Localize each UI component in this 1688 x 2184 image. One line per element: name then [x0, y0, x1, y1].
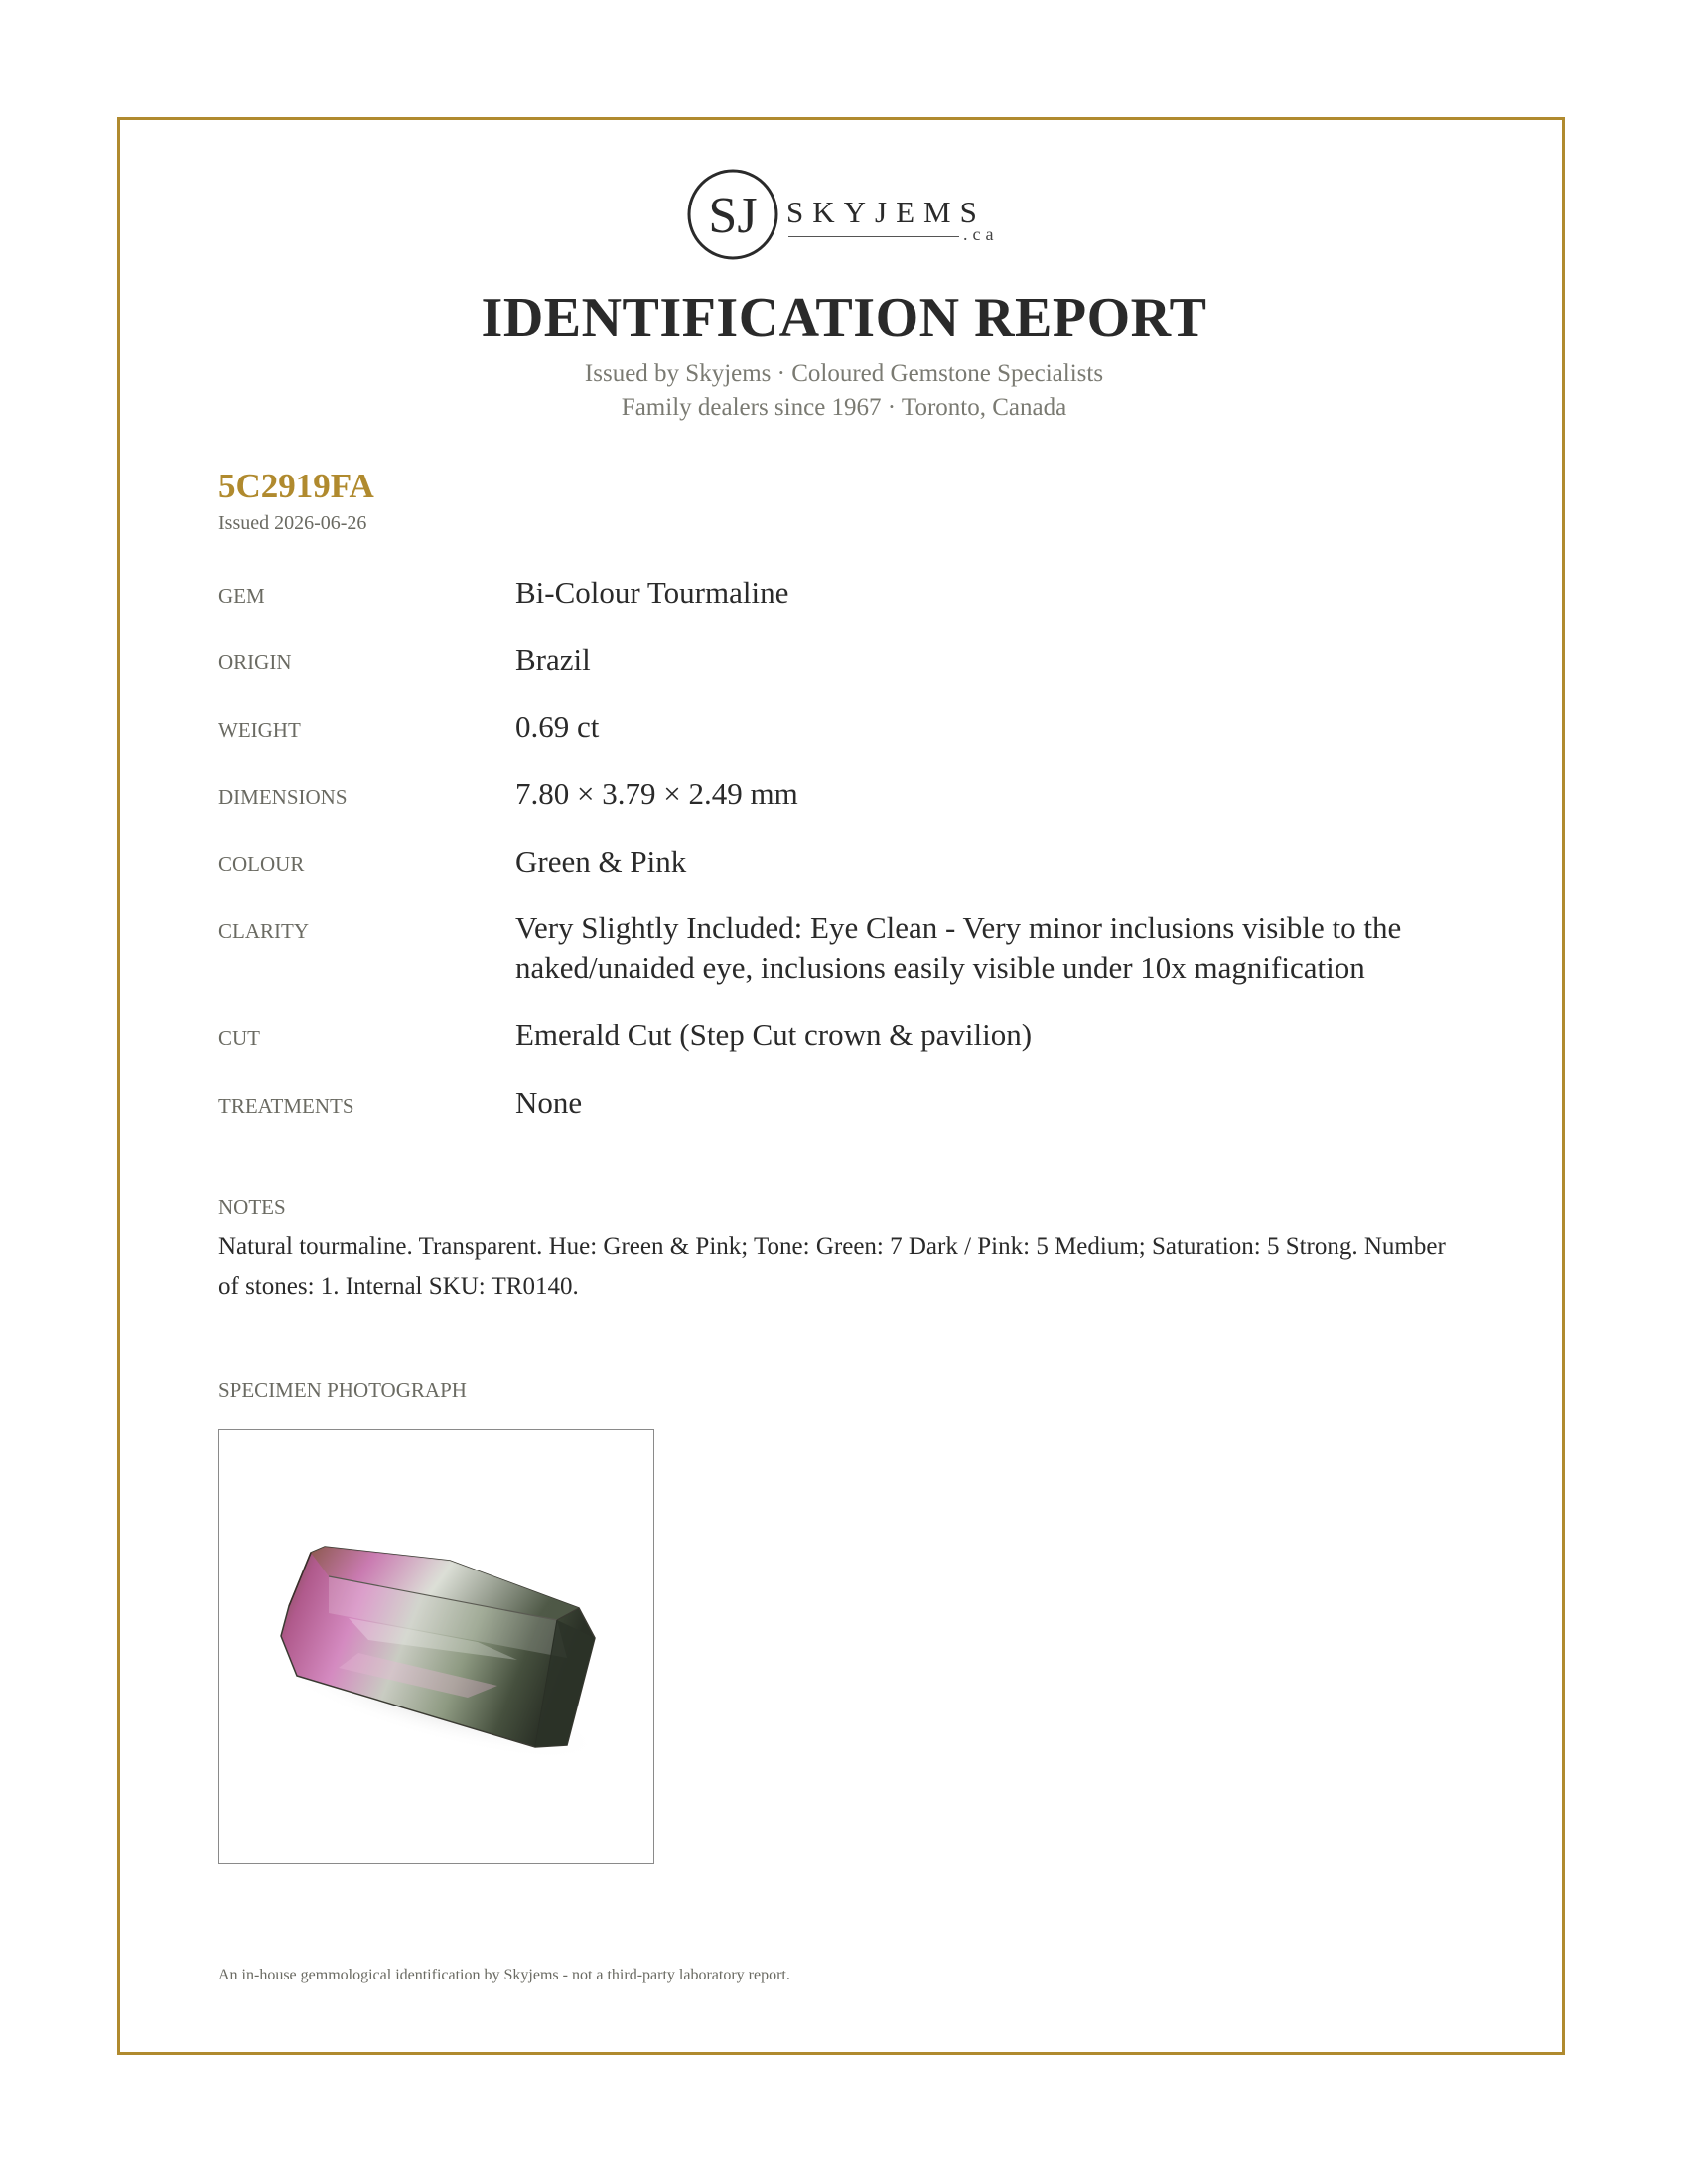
monogram-text: SJ — [708, 188, 758, 244]
weight-label: WEIGHT — [218, 718, 301, 742]
brand-name: SKYJEMS — [786, 195, 986, 229]
clarity-value: Very Slightly Included: Eye Clean - Very minor inclusions visible to the naked/unaided eye, inclusions easily visible under 10x magnification — [515, 910, 1402, 985]
logo-divider — [788, 236, 959, 237]
colour-label: COLOUR — [218, 852, 305, 876]
origin-label: ORIGIN — [218, 650, 292, 674]
weight-value: 0.69 ct — [515, 709, 600, 744]
treatments-value: None — [515, 1085, 583, 1120]
cut-label: CUT — [218, 1026, 260, 1050]
issuer-line: Issued by Skyjems · Coloured Gemstone Specialists — [584, 360, 1104, 387]
tourmaline-gem-image — [219, 1430, 652, 1862]
treatments-label: TREATMENTS — [218, 1094, 354, 1118]
gem-label: GEM — [218, 584, 265, 608]
report-title: IDENTIFICATION REPORT — [481, 287, 1207, 348]
dimensions-label: DIMENSIONS — [218, 785, 348, 809]
issue-date: Issued 2026-06-26 — [218, 512, 367, 534]
dimensions-value: 7.80 × 3.79 × 2.49 mm — [515, 776, 798, 811]
photo-label: SPECIMEN PHOTOGRAPH — [218, 1378, 467, 1402]
specimen-photo — [218, 1429, 654, 1864]
colour-value: Green & Pink — [515, 844, 687, 879]
sj-monogram-icon — [685, 167, 780, 262]
notes-label: NOTES — [218, 1195, 286, 1219]
clarity-label: CLARITY — [218, 919, 309, 943]
origin-value: Brazil — [515, 642, 591, 677]
dealer-line: Family dealers since 1967 · Toronto, Canada — [621, 394, 1067, 421]
report-id: 5C2919FA — [218, 467, 374, 505]
notes-text: Natural tourmaline. Transparent. Hue: Green & Pink; Tone: Green: 7 Dark / Pink: 5 Medium; Saturation: 5 Strong. Number of stones: 1. Internal SKU: TR0140. — [218, 1233, 1446, 1299]
disclaimer-footer: An in-house gemmological identification by Skyjems - not a third-party laboratory report. — [218, 1967, 790, 1983]
cut-value: Emerald Cut (Step Cut crown & pavilion) — [515, 1018, 1033, 1052]
brand-tld: .ca — [963, 224, 999, 244]
gem-value: Bi-Colour Tourmaline — [515, 575, 789, 610]
skyjems-logo — [685, 167, 1013, 262]
